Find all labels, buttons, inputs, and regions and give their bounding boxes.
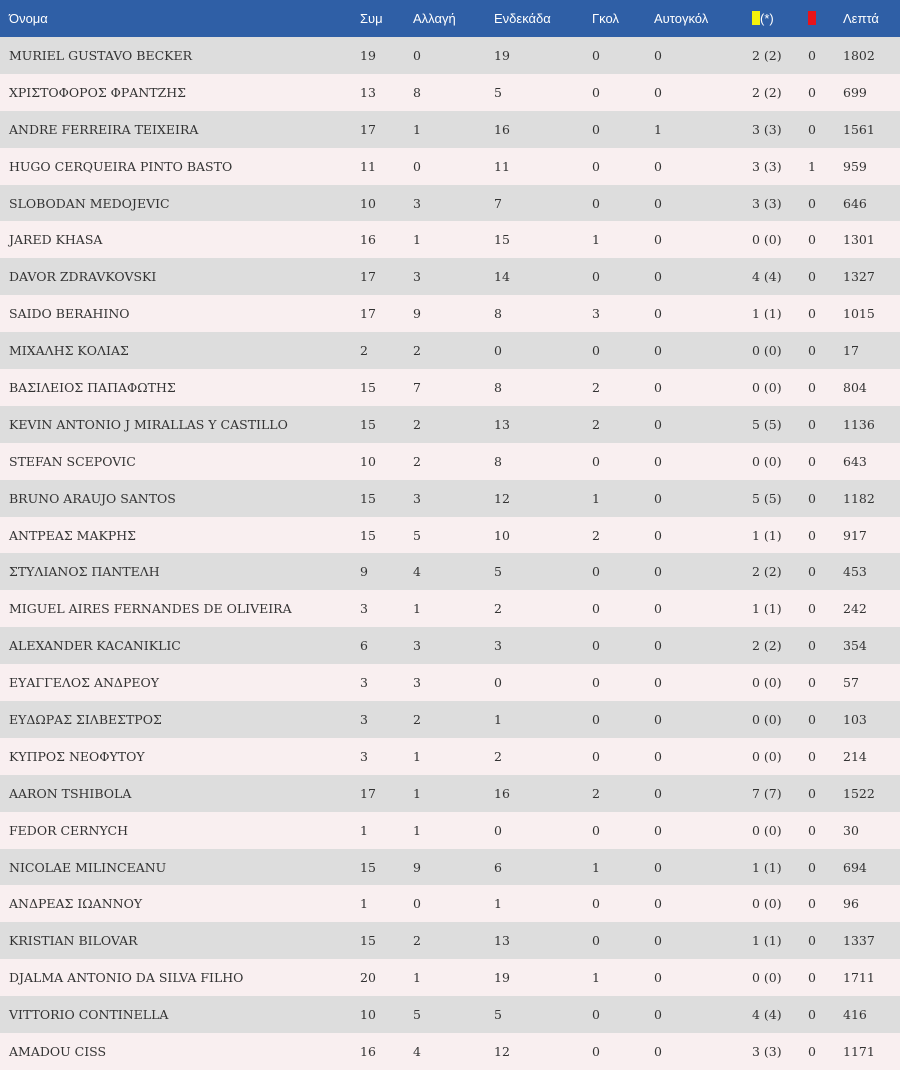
table-row <box>0 443 900 480</box>
cell-starting-eleven: 13 <box>494 933 510 949</box>
cell-red-cards: 0 <box>808 269 816 285</box>
cell-substitutions: 5 <box>413 527 421 543</box>
cell-substitutions: 4 <box>413 1043 421 1059</box>
cell-yellow-cards: 0 (0) <box>752 970 782 986</box>
cell-starting-eleven: 2 <box>494 748 502 764</box>
table-row <box>0 406 900 443</box>
cell-player-name: ΜΙΧΑΛΗΣ ΚΟΛΙΑΣ <box>9 343 129 359</box>
cell-starting-eleven: 12 <box>494 490 510 506</box>
cell-red-cards: 0 <box>808 306 816 322</box>
cell-player-name: ΕΥΔΩΡΑΣ ΣΙΛΒΕΣΤΡΟΣ <box>9 711 162 727</box>
cell-yellow-cards: 0 (0) <box>752 711 782 727</box>
cell-goals: 0 <box>592 601 600 617</box>
cell-substitutions: 1 <box>413 970 421 986</box>
cell-yellow-cards: 2 (2) <box>752 84 782 100</box>
cell-goals: 1 <box>592 490 600 506</box>
cell-player-name: ALEXANDER KACANIKLIC <box>9 638 181 654</box>
cell-minutes: 1522 <box>843 785 875 801</box>
table-row <box>0 74 900 111</box>
cell-player-name: DJALMA ANTONIO DA SILVA FILHO <box>9 970 244 986</box>
cell-goals: 0 <box>592 711 600 727</box>
cell-substitutions: 2 <box>413 933 421 949</box>
cell-minutes: 1337 <box>843 933 875 949</box>
cell-substitutions: 2 <box>413 711 421 727</box>
cell-own-goals: 0 <box>654 453 662 469</box>
cell-minutes: 1301 <box>843 232 875 248</box>
cell-starting-eleven: 8 <box>494 306 502 322</box>
cell-yellow-cards: 1 (1) <box>752 527 782 543</box>
cell-red-cards: 0 <box>808 785 816 801</box>
cell-goals: 0 <box>592 121 600 137</box>
cell-player-name: JARED KHASA <box>9 232 103 248</box>
cell-player-name: MIGUEL AIRES FERNANDES DE OLIVEIRA <box>9 601 292 617</box>
cell-own-goals: 0 <box>654 564 662 580</box>
cell-appearances: 17 <box>360 306 376 322</box>
cell-appearances: 17 <box>360 121 376 137</box>
cell-substitutions: 3 <box>413 675 421 691</box>
table-row <box>0 1033 900 1070</box>
cell-starting-eleven: 5 <box>494 564 502 580</box>
cell-player-name: FEDOR CERNYCH <box>9 822 128 838</box>
cell-substitutions: 1 <box>413 822 421 838</box>
cell-appearances: 17 <box>360 785 376 801</box>
cell-red-cards: 0 <box>808 638 816 654</box>
table-row <box>0 738 900 775</box>
cell-minutes: 1171 <box>843 1043 875 1059</box>
cell-substitutions: 3 <box>413 195 421 211</box>
cell-minutes: 1802 <box>843 47 875 63</box>
cell-minutes: 354 <box>843 638 867 654</box>
red-card-icon <box>808 11 816 25</box>
cell-yellow-cards: 3 (3) <box>752 158 782 174</box>
table-row <box>0 812 900 849</box>
cell-player-name: STEFAN SCEPOVIC <box>9 453 136 469</box>
cell-minutes: 1711 <box>843 970 875 986</box>
cell-goals: 0 <box>592 269 600 285</box>
cell-starting-eleven: 16 <box>494 121 510 137</box>
cell-appearances: 15 <box>360 527 376 543</box>
cell-substitutions: 1 <box>413 785 421 801</box>
cell-minutes: 694 <box>843 859 867 875</box>
cell-starting-eleven: 2 <box>494 601 502 617</box>
header-red-cards[interactable] <box>808 0 843 37</box>
cell-goals: 2 <box>592 379 600 395</box>
cell-appearances: 15 <box>360 490 376 506</box>
cell-player-name: ΚΥΠΡΟΣ ΝΕΟΦΥΤΟΥ <box>9 748 145 764</box>
cell-appearances: 10 <box>360 195 376 211</box>
cell-yellow-cards: 0 (0) <box>752 896 782 912</box>
cell-minutes: 103 <box>843 711 867 727</box>
cell-yellow-cards: 2 (2) <box>752 638 782 654</box>
cell-player-name: ΒΑΣΙΛΕΙΟΣ ΠΑΠΑΦΩΤΗΣ <box>9 379 176 395</box>
cell-appearances: 13 <box>360 84 376 100</box>
cell-substitutions: 0 <box>413 158 421 174</box>
cell-goals: 0 <box>592 47 600 63</box>
table-row <box>0 517 900 554</box>
cell-substitutions: 7 <box>413 379 421 395</box>
cell-minutes: 643 <box>843 453 867 469</box>
cell-own-goals: 0 <box>654 859 662 875</box>
cell-player-name: ΑΝΔΡΕΑΣ ΙΩΑΝΝΟΥ <box>9 896 143 912</box>
cell-yellow-cards: 1 (1) <box>752 306 782 322</box>
cell-red-cards: 0 <box>808 453 816 469</box>
cell-goals: 0 <box>592 195 600 211</box>
cell-substitutions: 9 <box>413 859 421 875</box>
cell-player-name: VITTORIO CONTINELLA <box>9 1007 169 1023</box>
cell-starting-eleven: 6 <box>494 859 502 875</box>
cell-yellow-cards: 1 (1) <box>752 601 782 617</box>
cell-player-name: ΕΥΑΓΓΕΛΟΣ ΑΝΔΡΕΟΥ <box>9 675 159 691</box>
table-row <box>0 295 900 332</box>
cell-yellow-cards: 7 (7) <box>752 785 782 801</box>
cell-yellow-cards: 0 (0) <box>752 822 782 838</box>
cell-appearances: 10 <box>360 453 376 469</box>
cell-player-name: ΣΤΥΛΙΑΝΟΣ ΠΑΝΤΕΛΗ <box>9 564 160 580</box>
cell-own-goals: 0 <box>654 343 662 359</box>
cell-minutes: 1327 <box>843 269 875 285</box>
cell-minutes: 804 <box>843 379 867 395</box>
cell-goals: 2 <box>592 416 600 432</box>
cell-yellow-cards: 2 (2) <box>752 564 782 580</box>
cell-player-name: KRISTIAN BILOVAR <box>9 933 138 949</box>
table-row <box>0 959 900 996</box>
cell-player-name: KEVIN ANTONIO J MIRALLAS Y CASTILLO <box>9 416 288 432</box>
cell-substitutions: 0 <box>413 47 421 63</box>
cell-starting-eleven: 7 <box>494 195 502 211</box>
cell-appearances: 16 <box>360 232 376 248</box>
header-goals[interactable]: Γκολ <box>592 11 619 26</box>
cell-red-cards: 0 <box>808 343 816 359</box>
cell-own-goals: 0 <box>654 490 662 506</box>
table-row <box>0 996 900 1033</box>
cell-starting-eleven: 8 <box>494 379 502 395</box>
cell-player-name: AMADOU CISS <box>9 1043 107 1059</box>
cell-appearances: 3 <box>360 675 368 691</box>
cell-goals: 0 <box>592 343 600 359</box>
cell-goals: 0 <box>592 158 600 174</box>
cell-minutes: 917 <box>843 527 867 543</box>
cell-own-goals: 0 <box>654 306 662 322</box>
cell-appearances: 10 <box>360 1007 376 1023</box>
table-row <box>0 185 900 222</box>
cell-own-goals: 0 <box>654 232 662 248</box>
cell-starting-eleven: 1 <box>494 711 502 727</box>
cell-own-goals: 0 <box>654 896 662 912</box>
header-name[interactable]: Όνομα <box>9 11 48 26</box>
cell-starting-eleven: 13 <box>494 416 510 432</box>
cell-player-name: ANDRE FERREIRA TEIXEIRA <box>9 121 199 137</box>
cell-yellow-cards: 0 (0) <box>752 379 782 395</box>
cell-minutes: 57 <box>843 675 859 691</box>
cell-red-cards: 0 <box>808 1043 816 1059</box>
cell-appearances: 15 <box>360 416 376 432</box>
cell-own-goals: 0 <box>654 84 662 100</box>
cell-yellow-cards: 0 (0) <box>752 453 782 469</box>
cell-yellow-cards: 0 (0) <box>752 748 782 764</box>
cell-red-cards: 0 <box>808 47 816 63</box>
cell-goals: 1 <box>592 970 600 986</box>
cell-starting-eleven: 0 <box>494 822 502 838</box>
cell-red-cards: 0 <box>808 1007 816 1023</box>
cell-substitutions: 2 <box>413 343 421 359</box>
cell-substitutions: 8 <box>413 84 421 100</box>
cell-appearances: 15 <box>360 379 376 395</box>
cell-red-cards: 0 <box>808 933 816 949</box>
cell-yellow-cards: 0 (0) <box>752 343 782 359</box>
cell-red-cards: 0 <box>808 379 816 395</box>
cell-substitutions: 1 <box>413 748 421 764</box>
cell-appearances: 15 <box>360 933 376 949</box>
cell-minutes: 646 <box>843 195 867 211</box>
cell-yellow-cards: 2 (2) <box>752 47 782 63</box>
cell-minutes: 1015 <box>843 306 875 322</box>
table-row <box>0 480 900 517</box>
table-row <box>0 849 900 886</box>
table-row <box>0 258 900 295</box>
table-row <box>0 922 900 959</box>
cell-goals: 0 <box>592 638 600 654</box>
cell-minutes: 959 <box>843 158 867 174</box>
cell-appearances: 1 <box>360 822 368 838</box>
cell-player-name: MURIEL GUSTAVO BECKER <box>9 47 193 63</box>
cell-minutes: 17 <box>843 343 859 359</box>
cell-appearances: 17 <box>360 269 376 285</box>
cell-red-cards: 0 <box>808 711 816 727</box>
table-row <box>0 111 900 148</box>
cell-goals: 0 <box>592 1007 600 1023</box>
cell-red-cards: 0 <box>808 564 816 580</box>
cell-player-name: NICOLAE MILINCEANU <box>9 859 167 875</box>
header-minutes[interactable]: Λεπτά <box>843 11 879 26</box>
cell-starting-eleven: 11 <box>494 158 510 174</box>
yellow-card-icon <box>752 11 760 25</box>
cell-yellow-cards: 3 (3) <box>752 195 782 211</box>
cell-own-goals: 0 <box>654 638 662 654</box>
cell-player-name: SAIDO BERAHINO <box>9 306 130 322</box>
cell-starting-eleven: 8 <box>494 453 502 469</box>
table-row <box>0 664 900 701</box>
table-row <box>0 148 900 185</box>
cell-red-cards: 0 <box>808 527 816 543</box>
table-row <box>0 332 900 369</box>
cell-red-cards: 0 <box>808 416 816 432</box>
cell-goals: 0 <box>592 453 600 469</box>
cell-appearances: 3 <box>360 711 368 727</box>
cell-goals: 0 <box>592 896 600 912</box>
table-row <box>0 775 900 812</box>
cell-player-name: ΧΡΙΣΤΟΦΟΡΟΣ ΦΡΑΝΤΖΗΣ <box>9 84 187 100</box>
cell-red-cards: 0 <box>808 232 816 248</box>
cell-red-cards: 0 <box>808 675 816 691</box>
cell-appearances: 9 <box>360 564 368 580</box>
cell-own-goals: 0 <box>654 527 662 543</box>
header-sub[interactable]: Αλλαγή <box>413 11 456 26</box>
cell-yellow-cards: 0 (0) <box>752 675 782 691</box>
cell-player-name: ΑΝΤΡΕΑΣ ΜΑΚΡΗΣ <box>9 527 136 543</box>
cell-own-goals: 0 <box>654 1007 662 1023</box>
table-row <box>0 37 900 74</box>
cell-goals: 2 <box>592 527 600 543</box>
header-yellow-cards[interactable] <box>752 0 808 37</box>
cell-substitutions: 9 <box>413 306 421 322</box>
table-row <box>0 590 900 627</box>
cell-substitutions: 3 <box>413 490 421 506</box>
cell-substitutions: 2 <box>413 453 421 469</box>
cell-starting-eleven: 19 <box>494 47 510 63</box>
cell-minutes: 30 <box>843 822 859 838</box>
cell-substitutions: 4 <box>413 564 421 580</box>
cell-own-goals: 0 <box>654 675 662 691</box>
cell-starting-eleven: 0 <box>494 675 502 691</box>
cell-minutes: 699 <box>843 84 867 100</box>
cell-goals: 0 <box>592 748 600 764</box>
cell-starting-eleven: 12 <box>494 1043 510 1059</box>
table-row <box>0 553 900 590</box>
cell-own-goals: 0 <box>654 269 662 285</box>
cell-red-cards: 0 <box>808 970 816 986</box>
cell-substitutions: 5 <box>413 1007 421 1023</box>
cell-own-goals: 0 <box>654 933 662 949</box>
cell-red-cards: 0 <box>808 195 816 211</box>
cell-own-goals: 0 <box>654 47 662 63</box>
header-own-goals[interactable]: Αυτογκόλ <box>654 11 709 26</box>
table-body <box>0 37 900 1070</box>
cell-appearances: 2 <box>360 343 368 359</box>
cell-own-goals: 0 <box>654 1043 662 1059</box>
cell-own-goals: 0 <box>654 822 662 838</box>
cell-red-cards: 0 <box>808 748 816 764</box>
cell-minutes: 1136 <box>843 416 875 432</box>
cell-substitutions: 3 <box>413 638 421 654</box>
cell-yellow-cards: 1 (1) <box>752 933 782 949</box>
cell-goals: 1 <box>592 232 600 248</box>
cell-goals: 2 <box>592 785 600 801</box>
cell-appearances: 1 <box>360 896 368 912</box>
cell-minutes: 214 <box>843 748 867 764</box>
cell-own-goals: 0 <box>654 711 662 727</box>
cell-appearances: 3 <box>360 601 368 617</box>
cell-starting-eleven: 5 <box>494 84 502 100</box>
cell-yellow-cards: 0 (0) <box>752 232 782 248</box>
cell-substitutions: 1 <box>413 232 421 248</box>
cell-minutes: 1182 <box>843 490 875 506</box>
cell-starting-eleven: 14 <box>494 269 510 285</box>
cell-own-goals: 1 <box>654 121 662 137</box>
cell-player-name: DAVOR ZDRAVKOVSKI <box>9 269 157 285</box>
header-starting[interactable]: Ενδεκάδα <box>494 11 551 26</box>
cell-minutes: 96 <box>843 896 859 912</box>
cell-goals: 0 <box>592 675 600 691</box>
cell-player-name: AARON TSHIBOLA <box>9 785 132 801</box>
cell-starting-eleven: 10 <box>494 527 510 543</box>
cell-own-goals: 0 <box>654 158 662 174</box>
cell-red-cards: 0 <box>808 601 816 617</box>
cell-player-name: SLOBODAN MEDOJEVIC <box>9 195 170 211</box>
cell-appearances: 16 <box>360 1043 376 1059</box>
cell-substitutions: 3 <box>413 269 421 285</box>
cell-player-name: HUGO CERQUEIRA PINTO BASTO <box>9 158 233 174</box>
cell-yellow-cards: 1 (1) <box>752 859 782 875</box>
cell-player-name: BRUNO ARAUJO SANTOS <box>9 490 176 506</box>
cell-own-goals: 0 <box>654 785 662 801</box>
cell-yellow-cards: 5 (5) <box>752 490 782 506</box>
header-apps[interactable]: Συμ <box>360 11 383 26</box>
cell-substitutions: 1 <box>413 601 421 617</box>
cell-goals: 0 <box>592 933 600 949</box>
cell-own-goals: 0 <box>654 416 662 432</box>
table-row <box>0 627 900 664</box>
cell-minutes: 1561 <box>843 121 875 137</box>
cell-starting-eleven: 5 <box>494 1007 502 1023</box>
cell-goals: 3 <box>592 306 600 322</box>
cell-starting-eleven: 16 <box>494 785 510 801</box>
cell-yellow-cards: 4 (4) <box>752 1007 782 1023</box>
cell-starting-eleven: 19 <box>494 970 510 986</box>
cell-appearances: 11 <box>360 158 376 174</box>
table-header-row <box>0 0 900 37</box>
cell-starting-eleven: 15 <box>494 232 510 248</box>
cell-minutes: 453 <box>843 564 867 580</box>
cell-starting-eleven: 0 <box>494 343 502 359</box>
cell-minutes: 416 <box>843 1007 867 1023</box>
cell-yellow-cards: 3 (3) <box>752 1043 782 1059</box>
cell-goals: 1 <box>592 859 600 875</box>
cell-red-cards: 0 <box>808 859 816 875</box>
cell-yellow-cards: 5 (5) <box>752 416 782 432</box>
cell-red-cards: 0 <box>808 84 816 100</box>
table-row <box>0 701 900 738</box>
cell-starting-eleven: 1 <box>494 896 502 912</box>
cell-goals: 0 <box>592 84 600 100</box>
header-yellow-suffix: (*) <box>760 11 774 26</box>
cell-red-cards: 0 <box>808 490 816 506</box>
cell-minutes: 242 <box>843 601 867 617</box>
cell-red-cards: 1 <box>808 158 816 174</box>
cell-goals: 0 <box>592 1043 600 1059</box>
table-row <box>0 369 900 406</box>
cell-red-cards: 0 <box>808 896 816 912</box>
cell-appearances: 15 <box>360 859 376 875</box>
cell-own-goals: 0 <box>654 195 662 211</box>
cell-appearances: 20 <box>360 970 376 986</box>
cell-substitutions: 1 <box>413 121 421 137</box>
cell-red-cards: 0 <box>808 822 816 838</box>
table-row <box>0 221 900 258</box>
cell-substitutions: 0 <box>413 896 421 912</box>
cell-appearances: 6 <box>360 638 368 654</box>
cell-red-cards: 0 <box>808 121 816 137</box>
cell-appearances: 19 <box>360 47 376 63</box>
table-row <box>0 885 900 922</box>
cell-goals: 0 <box>592 564 600 580</box>
cell-own-goals: 0 <box>654 970 662 986</box>
cell-own-goals: 0 <box>654 748 662 764</box>
cell-own-goals: 0 <box>654 601 662 617</box>
cell-yellow-cards: 4 (4) <box>752 269 782 285</box>
cell-own-goals: 0 <box>654 379 662 395</box>
cell-starting-eleven: 3 <box>494 638 502 654</box>
cell-substitutions: 2 <box>413 416 421 432</box>
cell-yellow-cards: 3 (3) <box>752 121 782 137</box>
cell-appearances: 3 <box>360 748 368 764</box>
cell-goals: 0 <box>592 822 600 838</box>
